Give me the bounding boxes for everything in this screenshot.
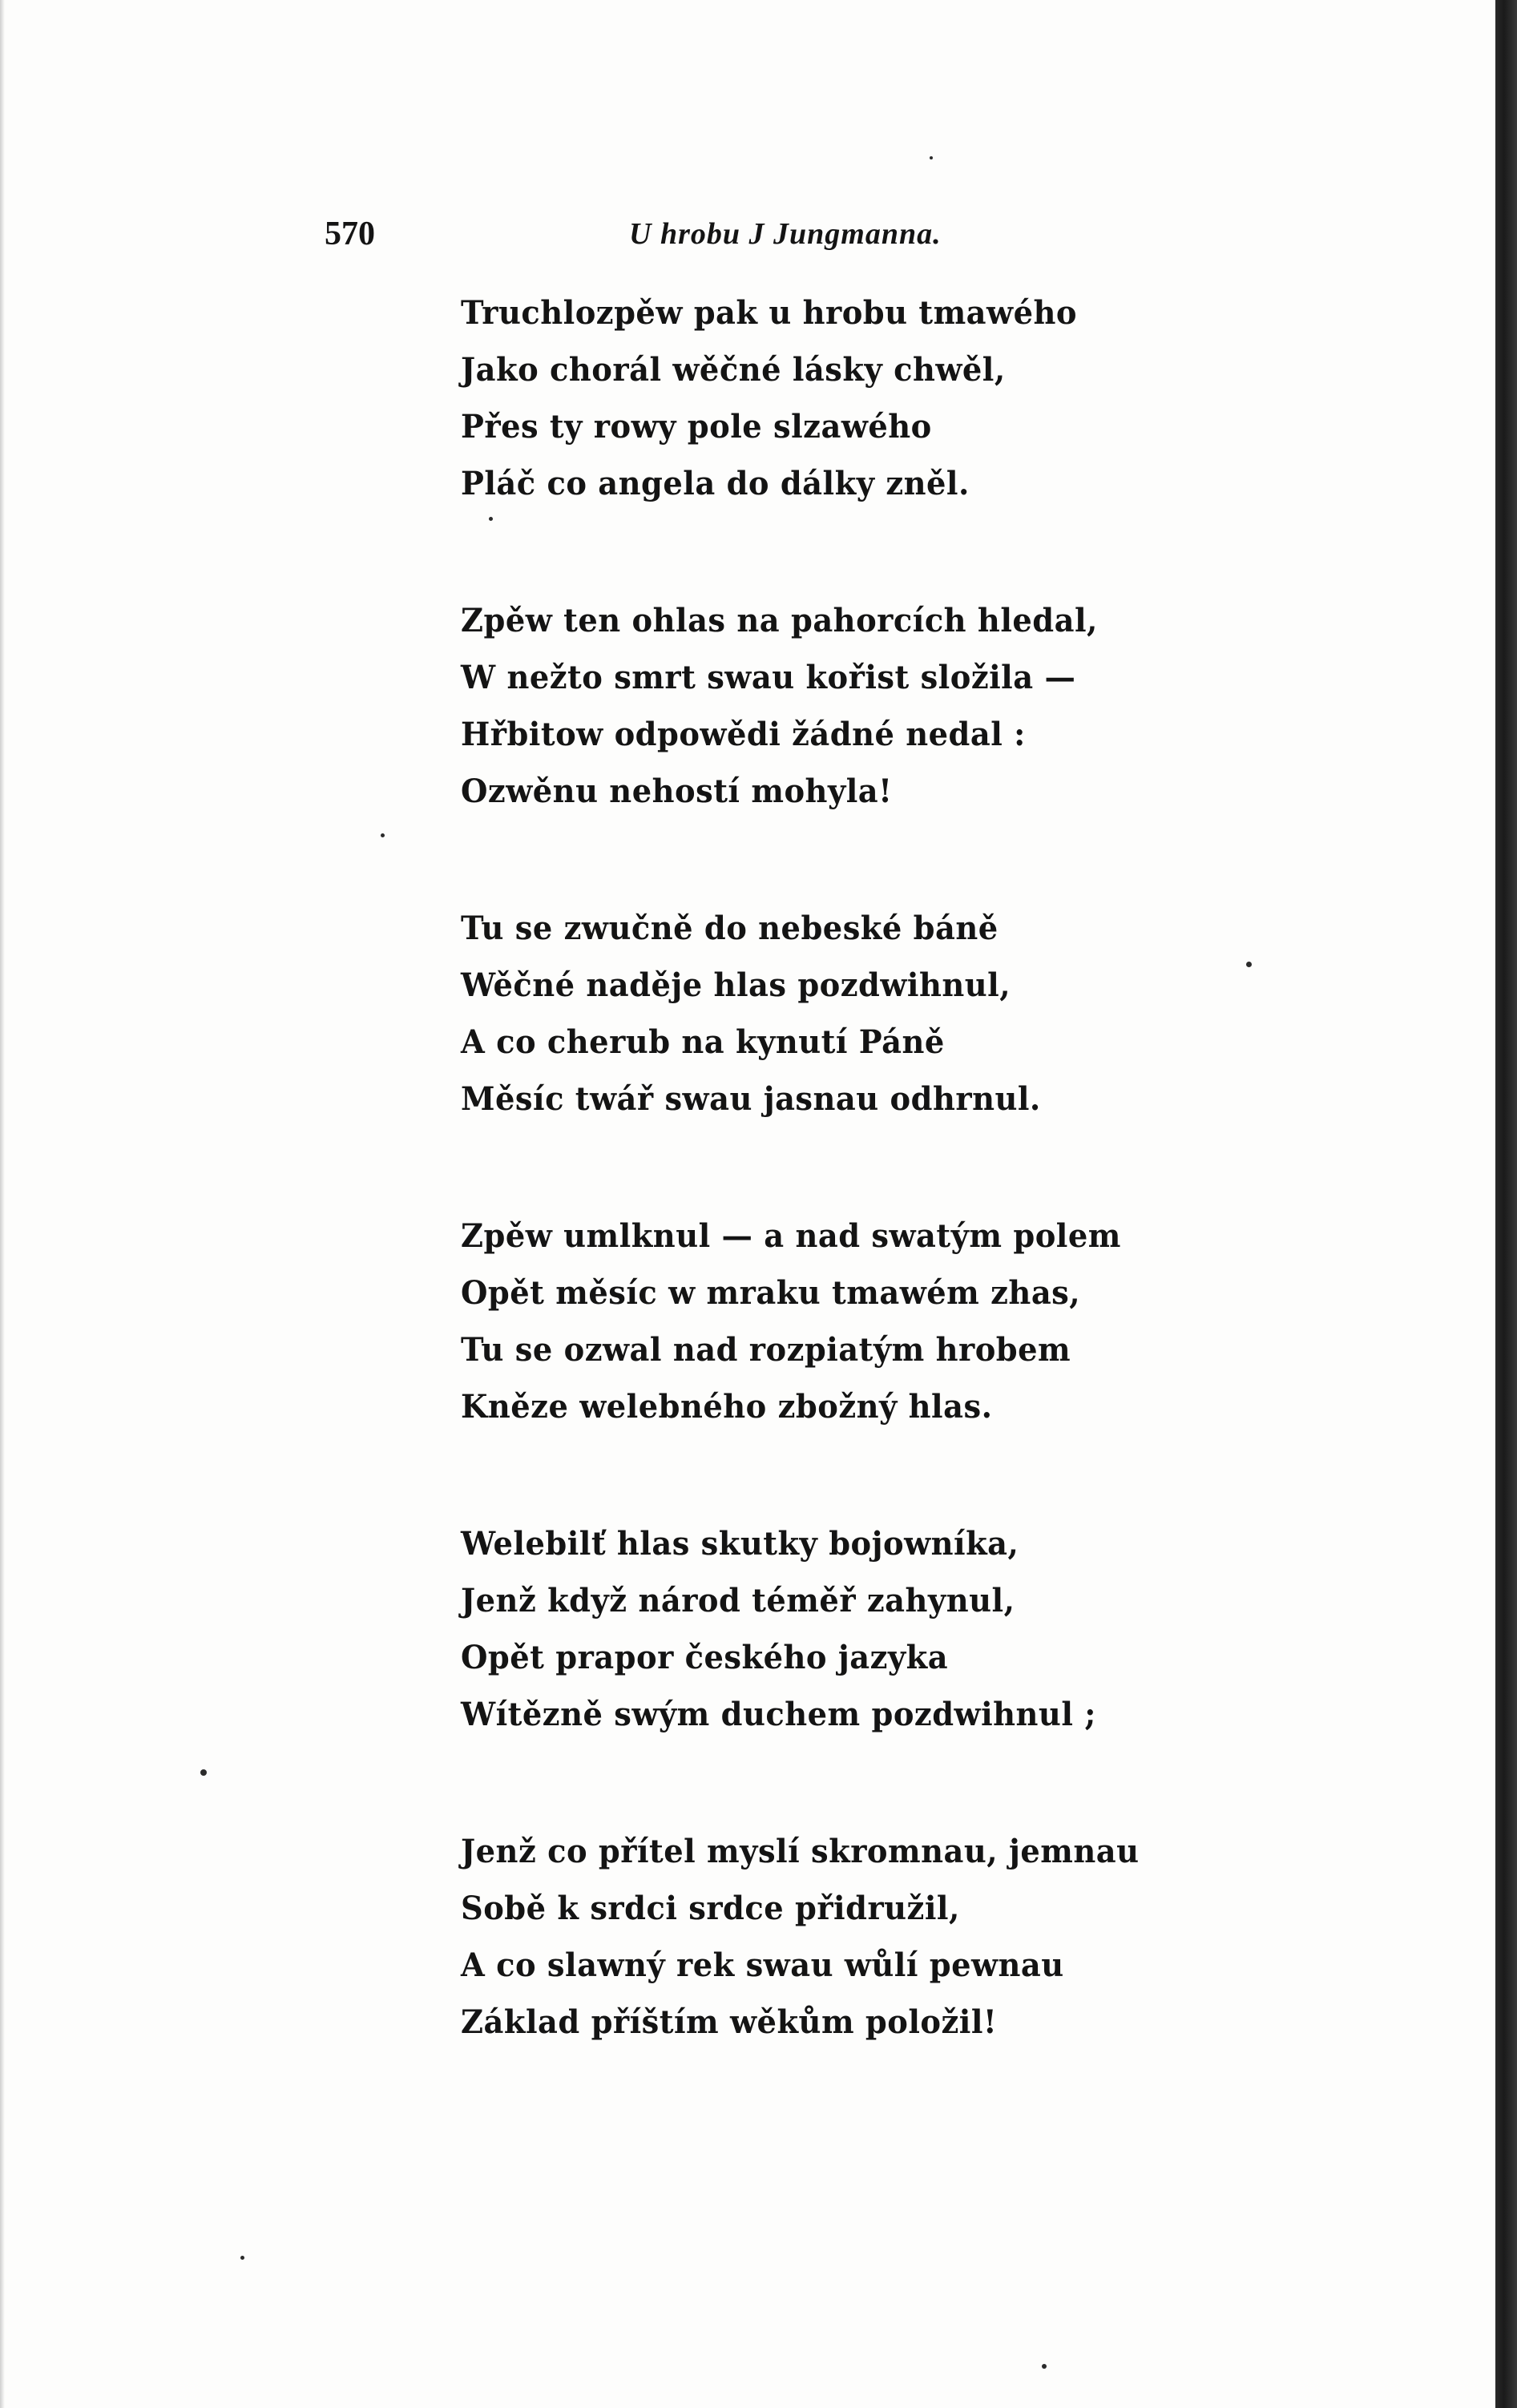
page-number: 570 xyxy=(325,216,375,252)
scan-speck xyxy=(489,517,493,521)
stanza xyxy=(461,592,1134,820)
poem-line: Truchlozpěw pak u hrobu tmawého xyxy=(461,294,1077,332)
stanza xyxy=(461,284,1134,512)
poem-line: Sobě k srdci srdce přidružil, xyxy=(461,1890,960,1927)
poem-line: Jenž co přítel myslí skromnau, jemnau xyxy=(461,1833,1140,1870)
poem-line: Zpěw umlknul — a nad swatým polem xyxy=(461,1217,1121,1255)
poem-line: Tu se ozwal nad rozpiatým hrobem xyxy=(461,1331,1071,1369)
poem-line: Wěčné naděje hlas pozdwihnul, xyxy=(461,966,1011,1004)
poem-line: Pláč co angela do dálky zněl. xyxy=(461,465,970,502)
poem-line: Zpěw ten ohlas na pahorcích hledal, xyxy=(461,602,1098,639)
poem-line: Welebilť hlas skutky bojowníka, xyxy=(461,1525,1019,1563)
poem-line: Hřbitow odpowědi žádné nedal : xyxy=(461,716,1026,753)
poem-line: W nežto smrt swau kořist složila — xyxy=(461,659,1076,696)
stanza xyxy=(461,900,1134,1127)
poem-line: Tu se zwučně do nebeské báně xyxy=(461,910,999,947)
poem-line: A co slawný rek swau wůlí pewnau xyxy=(461,1946,1064,1984)
poem-line: Jako chorál wěčné lásky chwěl, xyxy=(461,351,1006,389)
poem-line: Přes ty rowy pole slzawého xyxy=(461,408,932,446)
poem xyxy=(461,284,1140,2131)
poem-line: Jenž když národ téměř zahynul, xyxy=(461,1582,1015,1619)
scan-speck xyxy=(930,156,933,159)
scan-speck xyxy=(200,1769,207,1776)
running-head-title: U hrobu J Jungmanna. xyxy=(629,217,942,251)
scan-speck xyxy=(1042,2364,1047,2369)
stanza xyxy=(461,1823,1140,2051)
poem-line: Ozwěnu nehostí mohyla! xyxy=(461,772,893,810)
running-head xyxy=(325,215,982,260)
scan-speck xyxy=(1246,962,1252,967)
stanza xyxy=(461,1515,1134,1743)
poem-line: Měsíc twář swau jasnau odhrnul. xyxy=(461,1080,1041,1118)
poem-line: Základ příštím wěkům položil! xyxy=(461,2003,998,2041)
poem-line: Opět měsíc w mraku tmawém zhas, xyxy=(461,1274,1081,1312)
poem-line: Kněze welebného zbožný hlas. xyxy=(461,1388,993,1426)
scan-speck xyxy=(381,833,385,837)
scan-speck xyxy=(240,2256,244,2260)
page-left-edge xyxy=(0,0,5,2408)
poem-line: Wítězně swým duchem pozdwihnul ; xyxy=(461,1696,1096,1733)
poem-line: Opět prapor českého jazyka xyxy=(461,1639,949,1676)
poem-line: A co cherub na kynutí Páně xyxy=(461,1023,945,1061)
page-binding-edge xyxy=(1495,0,1517,2408)
stanza xyxy=(461,1208,1134,1435)
